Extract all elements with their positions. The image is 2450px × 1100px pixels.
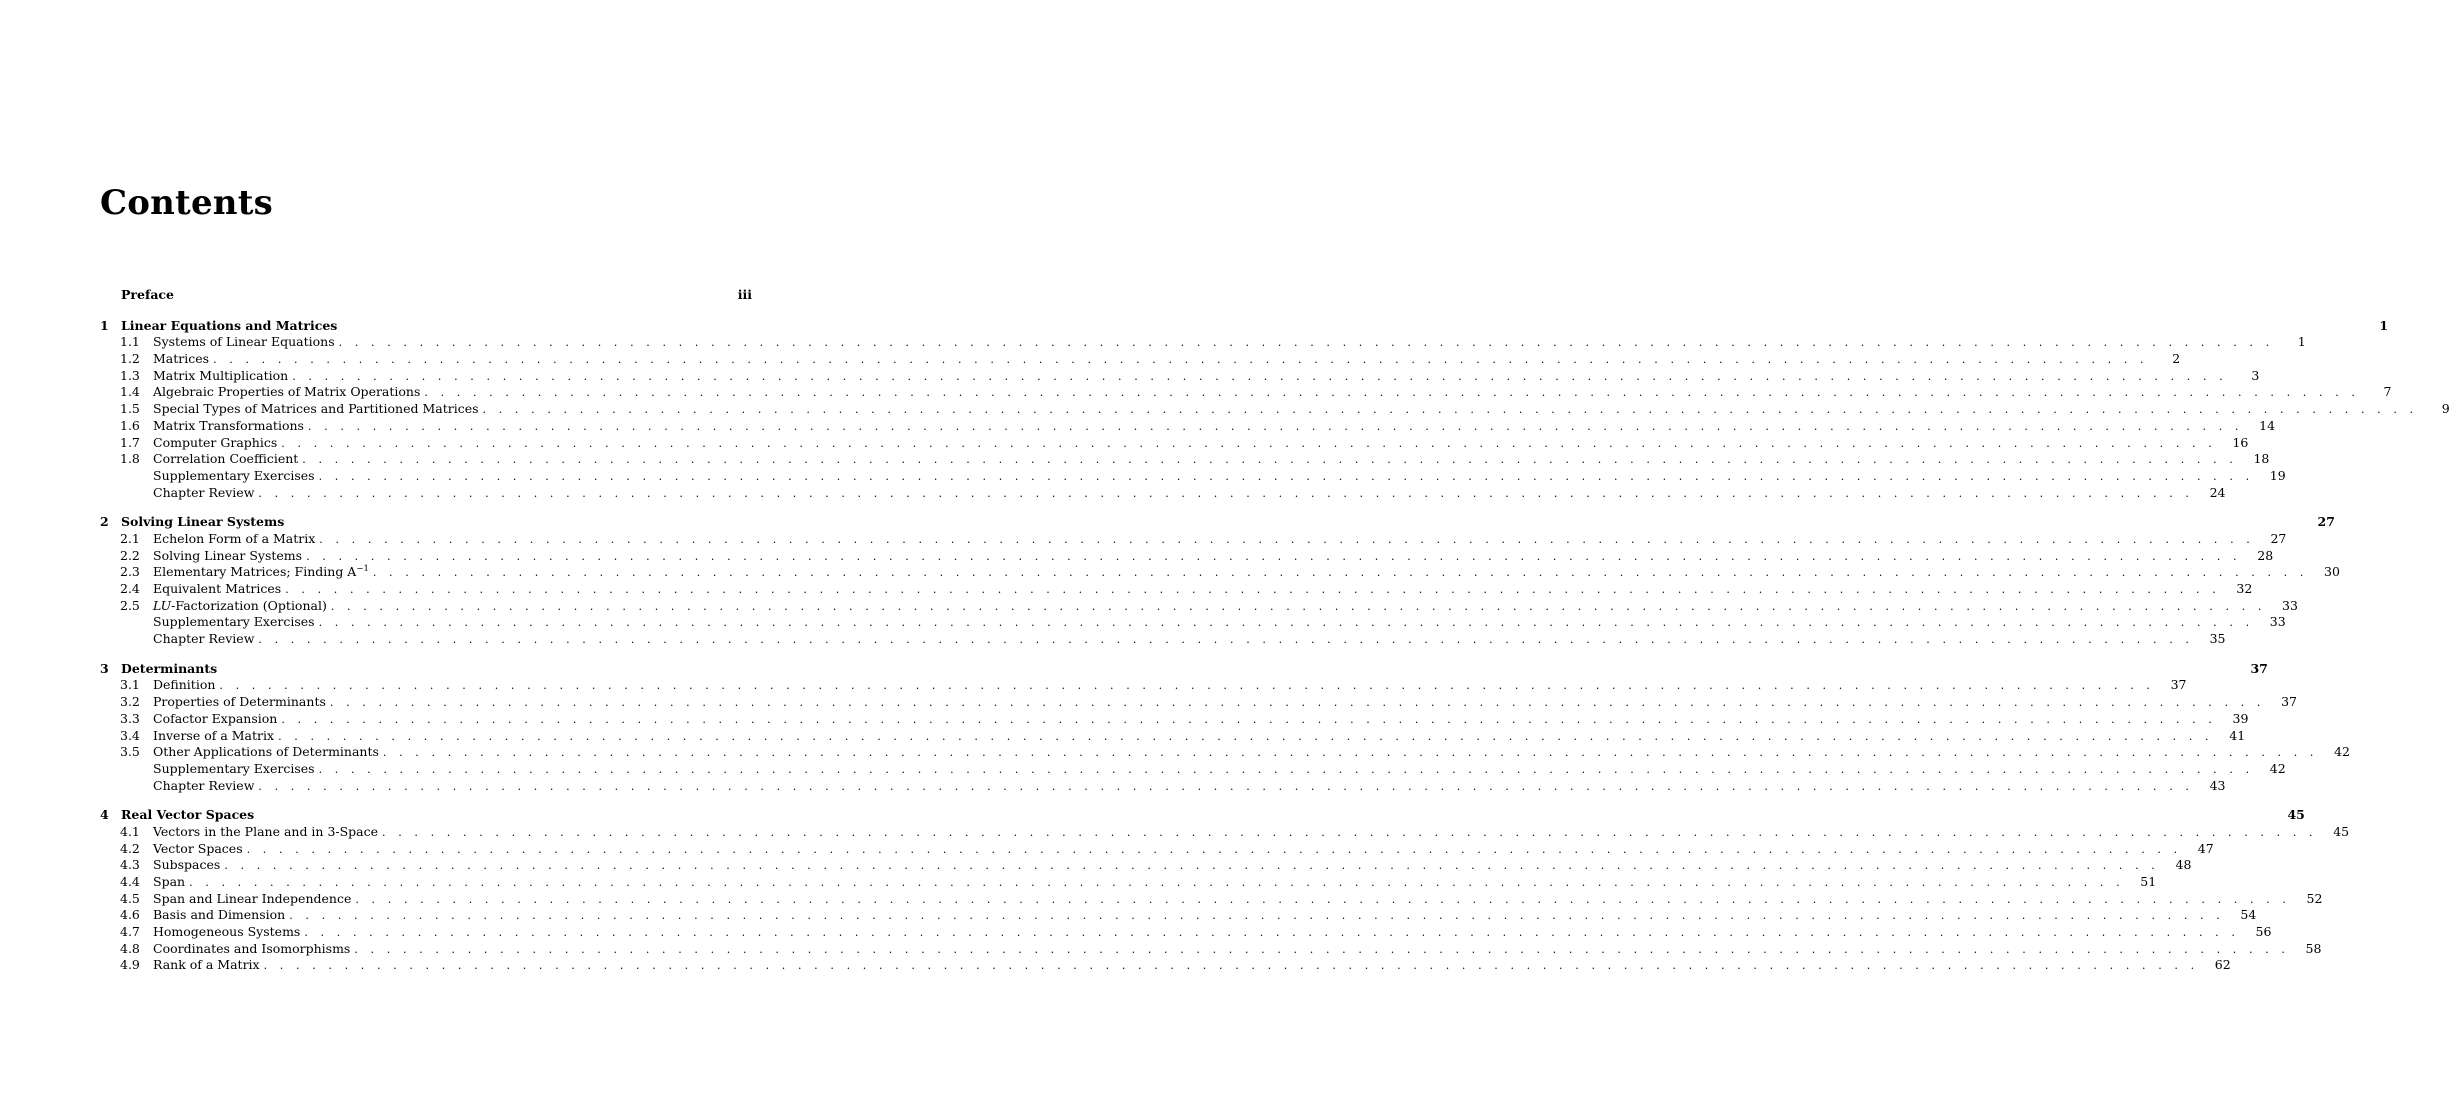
section-page: 14 bbox=[2259, 417, 2276, 433]
section-page: 28 bbox=[2257, 547, 2274, 563]
section-number: 3.4 bbox=[120, 727, 140, 743]
section-number: 4.3 bbox=[120, 857, 140, 873]
title-text: Correlation Coefficient bbox=[153, 451, 299, 467]
section-page: 58 bbox=[2305, 940, 2322, 956]
section-number: 1.6 bbox=[120, 417, 140, 433]
dot-leader: . . . . . . . . . . . . . . . . . . . . . . . . . . . . . . . . . . . . . . . . . . . . . . . . . . . . . . . . . . . . . . . . . . . . . . . . . . . . . . . . . . . . . . . . . . . . . . . . . . . . . . . . . . . . . . . . . . . . . . . . bbox=[304, 926, 2240, 940]
section-title bbox=[153, 435, 281, 452]
toc-chapter-entry[interactable] bbox=[100, 317, 2389, 335]
chapter-page: 45 bbox=[2287, 807, 2305, 823]
dot-leader: . . . . . . . . . . . . . . . . . . . . . . . . . . . . . . . . . . . . . . . . . . . . . . . . . . . . . . . . . . . . . . . . . . . . . . . . . . . . . . . . . . . . . . . . . . . . . . . . . . . . . . . . . . . . . . . . . . . . . . . . bbox=[318, 469, 2254, 483]
dot-leader: . . . . . . . . . . . . . . . . . . . . . . . . . . . . . . . . . . . . . . . . . . . . . . . . . . . . . . . . . . . . . . . . . . . . . . . . . . . . . . . . . . . . . . . . . . . . . . . . . . . . . . . . . . . . . . . . . . . . . . . . bbox=[329, 696, 2265, 710]
section-page: 16 bbox=[2232, 434, 2249, 450]
section-page: 48 bbox=[2175, 857, 2192, 873]
title-text: Matrices bbox=[153, 351, 210, 367]
section-title bbox=[153, 468, 319, 485]
dot-leader: . . . . . . . . . . . . . . . . . . . . . . . . . . . . . . . . . . . . . . . . . . . . . . . . . . . . . . . . . . . . . . . . . . . . . . . . . . . . . . . . . . . . . . . . . . . . . . . . . . . . . . . . . . . . . . . . . . . . . . . . bbox=[285, 583, 2221, 596]
title-text: Supplementary Exercises bbox=[153, 467, 315, 483]
title-text: Span and Linear Independence bbox=[153, 890, 352, 906]
title-superscript: −1 bbox=[356, 564, 369, 575]
section-number: 4.1 bbox=[120, 823, 140, 839]
toc-section-entry[interactable] bbox=[100, 777, 2226, 795]
chapter-number: 2 bbox=[100, 514, 109, 530]
chapter-title bbox=[121, 661, 221, 678]
section-page: 30 bbox=[2324, 564, 2340, 580]
dot-leader: . . . . . . . . . . . . . . . . . . . . . . . . . . . . . . . . . . . . . . . . . . . . . . . . . . . . . . . . . . . . . . . . . . . . . . . . . . . . . . . . . . . . . . . . . . . . . . . . . . . . . . . . . . . . . . . . . . . . . . . . bbox=[338, 336, 2274, 350]
section-number: 2.3 bbox=[120, 564, 140, 580]
title-text: Definition bbox=[153, 677, 216, 693]
dot-leader: . . . . . . . . . . . . . . . . . . . . . . . . . . . . . . . . . . . . . . . . . . . . . . . . . . . . . . . . . . . . . . . . . . . . . . . . . . . . . . . . . . . . . . . . . . . . . . . . . . . . . . . . . . . . . . . . . . . . . . . . bbox=[330, 599, 2266, 613]
section-title bbox=[153, 728, 278, 745]
title-text: Chapter Review bbox=[153, 631, 255, 647]
dot-leader: . . . . . . . . . . . . . . . . . . . . . . . . . . . . . . . . . . . . . . . . . . . . . . . . . . . . . . . . . . . . . . . . . . . . . . . . . . . . . . . . . . . . . . . . . . . . . . . . . . . . . . . . . . . . . . . . . . . . . . . . bbox=[292, 369, 2228, 383]
dot-leader: . . . . . . . . . . . . . . . . . . . . . . . . . . . . . . . . . . . . . . . . . . . . . . . . . . . . . . . . . . . . . . . . . . . . . . . . . . . . . . . . . . . . . . . . . . . . . . . . . . . . . . . . . . . . . . . . . . . . . . . . bbox=[289, 909, 2225, 923]
title-text: Special Types of Matrices and Partitioned Matrices bbox=[153, 401, 479, 417]
chapter-title bbox=[121, 514, 288, 531]
title-text: Equivalent Matrices bbox=[153, 581, 282, 596]
section-page: 43 bbox=[2209, 777, 2226, 793]
section-title bbox=[153, 418, 308, 435]
dot-leader: . . . . . . . . . . . . . . . . . . . . . . . . . . . . . . . . . . . . . . . . . . . . . . . . . . . . . . . . . . . . . . . . . . . . . . . . . . . . . . . . . . . . . . . . . . . . . . . . . . . . . . . . . . . . . . . . . . . . . . . . bbox=[318, 762, 2254, 776]
toc-section-entry[interactable] bbox=[100, 874, 2157, 891]
dot-leader: . . . . . . . . . . . . . . . . . . . . . . . . . . . . . . . . . . . . . . . . . . . . . . . . . . . . . . . . . . . . . . . . . . . . . . . . . . . . . . . . . . . . . . . . . . . . . . . . . . . . . . . . . . . . . . . . . . . . . . . . bbox=[354, 942, 2290, 956]
toc-section-entry[interactable] bbox=[100, 840, 2214, 858]
toc-section-entry[interactable] bbox=[100, 924, 2272, 941]
section-title bbox=[153, 351, 213, 368]
title-text: Solving Linear Systems bbox=[121, 514, 285, 530]
dot-leader: . . . . . . . . . . . . . . . . . . . . . . . . . . . . . . . . . . . . . . . . . . . . . . . . . . . . . . . . . . . . . . . . . . . . . . . . . . . . . . . . . . . . . . . . . . . . . . . . . . . . . . . . . . . . . . . . . . . . . . . . bbox=[281, 436, 2217, 450]
title-text: Echelon Form of a Matrix bbox=[153, 530, 316, 546]
section-number: 4.4 bbox=[120, 874, 140, 889]
table-of-contents bbox=[100, 287, 2450, 974]
section-title bbox=[153, 581, 285, 598]
title-text: Matrix Multiplication bbox=[153, 367, 289, 383]
section-title bbox=[153, 694, 330, 711]
section-title bbox=[153, 334, 339, 351]
dot-leader: . . . . . . . . . . . . . . . . . . . . . . . . . . . . . . . . . . . . . . . . . . . . . . . . . . . . . . . . . . . . . . . . . . . . . . . . . . . . . . . . . . . . . . . . . . . . . . . . . . . . . . . . . . . . . . . . . . . . . . . . bbox=[224, 859, 2160, 873]
chapter-title bbox=[121, 318, 341, 335]
section-number: 1.7 bbox=[120, 434, 140, 450]
title-text: Cofactor Expansion bbox=[153, 710, 278, 726]
section-page: 37 bbox=[2281, 694, 2297, 710]
toc-section-entry[interactable] bbox=[100, 857, 2192, 874]
title-text: Chapter Review bbox=[153, 777, 255, 793]
section-title bbox=[153, 941, 354, 958]
toc-section-entry[interactable] bbox=[100, 530, 2287, 548]
chapter-title bbox=[121, 807, 258, 824]
title-text: Supplementary Exercises bbox=[153, 614, 315, 630]
chapter-page: 37 bbox=[2250, 660, 2268, 676]
section-number: 1.8 bbox=[120, 451, 140, 467]
dot-leader: . . . . . . . . . . . . . . . . . . . . . . . . . . . . . . . . . . . . . . . . . . . . . . . . . . . . . . . . . . . . . . . . . . . . . . . . . . . . . . . . . . . . . . . . . . . . . . . . . . . . . . . . . . . . . . . . . . . . . . . . bbox=[307, 419, 2244, 433]
section-page: 18 bbox=[2253, 451, 2270, 467]
toc-entry-title: Preface bbox=[121, 287, 174, 302]
section-page: 42 bbox=[2334, 744, 2351, 760]
toc-section-entry[interactable] bbox=[100, 694, 2297, 711]
dot-leader: . . . . . . . . . . . . . . . . . . . . . . . . . . . . . . . . . . . . . . . . . . . . . . . . . . . . . . . . . . . . . . . . . . . . . . . . . . . . . . . . . . . . . . . . . . . . . . . . . . . . . . . . . . . . . . . . . . . . . . . . bbox=[482, 403, 2418, 417]
chapter-page: 27 bbox=[2317, 514, 2335, 530]
section-page: 19 bbox=[2269, 467, 2286, 483]
toc-chapter-entry[interactable] bbox=[100, 514, 2335, 531]
section-number: 3.3 bbox=[120, 710, 140, 726]
toc-section-entry[interactable] bbox=[100, 907, 2257, 924]
dot-leader: . . . . . . . . . . . . . . . . . . . . . . . . . . . . . . . . . . . . . . . . . . . . . . . . . . . . . . . . . . . . . . . . . . . . . . . . . . . . . . . . . . . . . . . . . . . . . . . . . . . . . . . . . . . . . . . . . . . . . . . . bbox=[219, 679, 2155, 693]
toc-section-entry[interactable] bbox=[100, 677, 2187, 694]
section-page: 7 bbox=[2383, 384, 2392, 400]
section-page: 39 bbox=[2232, 710, 2249, 726]
section-page: 9 bbox=[2441, 401, 2450, 417]
toc-chapter-entry[interactable] bbox=[100, 807, 2305, 824]
section-number: 1.5 bbox=[120, 401, 140, 417]
section-number: 4.9 bbox=[120, 957, 140, 973]
dot-leader: . . . . . . . . . . . . . . . . . . . . . . . . . . . . . . . . . . . . . . . . . . . . . . . . . . . . . . . . . . . . . . . . . . . . . . . . . . . . . . . . . . . . . . . . . . . . . . . . . . . . . . . . . . . . . . . . . . . . . . . . bbox=[189, 876, 2125, 889]
toc-section-entry[interactable] bbox=[100, 597, 2298, 615]
dot-leader: . . . . . . . . . . . . . . . . . . . . . . . . . . . . . . . . . . . . . . . . . . . . . . . . . . . . . . . . . . . . . . . . . . . . . . . . . . . . . . . . . . . . . . . . . . . . . . . . . . . . . . . . . . . . . . . . . . . . . . . . bbox=[306, 549, 2242, 563]
section-title bbox=[153, 451, 302, 468]
section-number: 4.5 bbox=[120, 890, 140, 906]
toc-section-entry[interactable] bbox=[100, 890, 2323, 908]
toc-section-entry[interactable] bbox=[100, 401, 2450, 418]
title-text: Basis and Dimension bbox=[153, 907, 286, 923]
toc-section-entry[interactable] bbox=[100, 581, 2253, 598]
section-page: 1 bbox=[2297, 334, 2306, 350]
chapter-number: 3 bbox=[100, 660, 109, 676]
section-title bbox=[153, 548, 306, 565]
dot-leader: . . . . . . . . . . . . . . . . . . . . . . . . . . . . . . . . . . . . . . . . . . . . . . . . . . . . . . . . . . . . . . . . . . . . . . . . . . . . . . . . . . . . . . . . . . . . . . . . . . . . . . . . . . . . . . . . . . . . . . . . bbox=[424, 386, 2360, 400]
section-page: 62 bbox=[2214, 957, 2231, 973]
section-title bbox=[153, 744, 383, 761]
dot-leader: . . . . . . . . . . . . . . . . . . . . . . . . . . . . . . . . . . . . . . . . . . . . . . . . . . . . . . . . . . . . . . . . . . . . . . . . . . . . . . . . . . . . . . . . . . . . . . . . . . . . . . . . . . . . . . . . . . . . . . . . bbox=[382, 825, 2318, 839]
dot-leader: . . . . . . . . . . . . . . . . . . . . . . . . . . . . . . . . . . . . . . . . . . . . . . . . . . . . . . . . . . . . . . . . . . . . . . . . . . . . . . . . . . . . . . . . . . . . . . . . . . . . . . . . . . . . . . . . . . . . . . . . bbox=[318, 616, 2254, 630]
section-title bbox=[153, 485, 258, 502]
toc-entry-page: iii bbox=[737, 287, 752, 302]
toc-section-entry[interactable] bbox=[100, 367, 2260, 385]
title-text: Systems of Linear Equations bbox=[153, 334, 335, 350]
section-page: 41 bbox=[2229, 727, 2246, 743]
section-page: 47 bbox=[2197, 840, 2214, 856]
title-text: Computer Graphics bbox=[153, 434, 278, 450]
toc-section-entry[interactable] bbox=[100, 614, 2286, 631]
section-title bbox=[153, 957, 264, 974]
section-title bbox=[153, 778, 258, 795]
section-page: 33 bbox=[2282, 597, 2298, 613]
title-text: Real Vector Spaces bbox=[121, 807, 255, 823]
section-title bbox=[153, 891, 355, 908]
section-number: 3.1 bbox=[120, 677, 140, 693]
section-title bbox=[153, 907, 289, 924]
section-number: 4.6 bbox=[120, 907, 140, 923]
toc-section-entry[interactable] bbox=[100, 760, 2286, 778]
title-text: Inverse of a Matrix bbox=[153, 727, 275, 743]
title-text: Elementary Matrices; Finding A bbox=[153, 564, 357, 580]
section-page: 42 bbox=[2269, 760, 2286, 776]
title-text: Vectors in the Plane and in 3-Space bbox=[153, 823, 379, 839]
section-title bbox=[153, 564, 373, 581]
dot-leader: . . . . . . . . . . . . . . . . . . . . . . . . . . . . . . . . . . . . . . . . . . . . . . . . . . . . . . . . . . . . . . . . . . . . . . . . . . . . . . . . . . . . . . . . . . . . . . . . . . . . . . . . . . . . . . . . . . . . . . . . bbox=[382, 746, 2319, 760]
toc-section-entry[interactable] bbox=[100, 957, 2231, 974]
title-text: Subspaces bbox=[153, 857, 221, 873]
title-text: Homogeneous Systems bbox=[153, 924, 301, 940]
section-page: 32 bbox=[2236, 581, 2253, 596]
toc-section-entry[interactable] bbox=[100, 417, 2276, 435]
toc-section-entry[interactable] bbox=[100, 710, 2249, 728]
section-title bbox=[153, 761, 319, 778]
section-title bbox=[153, 874, 189, 891]
section-page: 3 bbox=[2251, 367, 2260, 383]
title-text: Vector Spaces bbox=[153, 840, 243, 856]
section-title bbox=[153, 841, 247, 858]
dot-leader: . . . . . . . . . . . . . . . . . . . . . . . . . . . . . . . . . . . . . . . . . . . . . . . . . . . . . . . . . . . . . . . . . . . . . . . . . . . . . . . . . . . . . . . . . . . . . . . . . . . . . . . . . . . . . . . . . . . . . . . . bbox=[319, 532, 2255, 546]
title-text: Supplementary Exercises bbox=[153, 760, 315, 776]
section-title bbox=[153, 857, 224, 874]
section-page: 54 bbox=[2240, 907, 2257, 923]
section-number: 1.4 bbox=[120, 384, 140, 400]
title-text: Coordinates and Isomorphisms bbox=[153, 940, 351, 956]
section-title bbox=[153, 614, 319, 631]
chapter-number: 1 bbox=[100, 317, 109, 333]
section-number: 3.2 bbox=[120, 694, 140, 710]
section-number: 2.1 bbox=[120, 530, 140, 546]
section-page: 24 bbox=[2209, 484, 2226, 500]
toc-section-entry[interactable] bbox=[100, 467, 2286, 485]
section-title bbox=[153, 677, 219, 694]
page-title: Contents bbox=[100, 183, 273, 223]
section-number: 1.2 bbox=[120, 351, 140, 367]
section-title bbox=[153, 384, 424, 401]
toc-section-entry[interactable] bbox=[100, 744, 2351, 761]
dot-leader: . . . . . . . . . . . . . . . . . . . . . . . . . . . . . . . . . . . . . . . . . . . . . . . . . . . . . . . . . . . . . . . . . . . . . . . . . . . . . . . . . . . . . . . . . . . . . . . . . . . . . . . . . . . . . . . . . . . . . . . . bbox=[258, 633, 2194, 647]
dot-leader: . . . . . . . . . . . . . . . . . . . . . . . . . . . . . . . . . . . . . . . . . . . . . . . . . . . . . . . . . . . . . . . . . . . . . . . . . . . . . . . . . . . . . . . . . . . . . . . . . . . . . . . . . . . . . . . . . . . . . . . . bbox=[213, 353, 2149, 367]
title-text: Chapter Review bbox=[153, 484, 255, 500]
section-title bbox=[153, 368, 292, 385]
toc-entry-preface[interactable] bbox=[100, 287, 752, 304]
toc-section-entry[interactable] bbox=[100, 940, 2322, 958]
section-page: 51 bbox=[2140, 874, 2157, 889]
section-title bbox=[153, 401, 483, 418]
section-number: 4.8 bbox=[120, 940, 140, 956]
toc-section-entry[interactable] bbox=[100, 823, 2350, 841]
toc-section-entry[interactable] bbox=[100, 384, 2392, 401]
section-page: 33 bbox=[2269, 614, 2286, 630]
toc-section-entry[interactable] bbox=[100, 727, 2246, 745]
dot-leader: . . . . . . . . . . . . . . . . . . . . . . . . . . . . . . . . . . . . . . . . . . . . . . . . . . . . . . . . . . . . . . . . . . . . . . . . . . . . . . . . . . . . . . . . . . . . . . . . . . . . . . . . . . . . . . . . . . . . . . . . bbox=[372, 566, 2308, 580]
dot-leader: . . . . . . . . . . . . . . . . . . . . . . . . . . . . . . . . . . . . . . . . . . . . . . . . . . . . . . . . . . . . . . . . . . . . . . . . . . . . . . . . . . . . . . . . . . . . . . . . . . . . . . . . . . . . . . . . . . . . . . . . bbox=[246, 842, 2182, 856]
title-text: -Factorization (Optional) bbox=[171, 597, 327, 613]
title-text: Algebraic Properties of Matrix Operations bbox=[153, 384, 421, 400]
section-page: 45 bbox=[2333, 823, 2350, 839]
section-number: 2.4 bbox=[120, 581, 140, 596]
section-number: 2.2 bbox=[120, 547, 140, 563]
chapter-number: 4 bbox=[100, 807, 109, 823]
section-title bbox=[153, 531, 319, 548]
toc-section-entry[interactable] bbox=[100, 434, 2249, 452]
section-page: 35 bbox=[2209, 631, 2226, 647]
section-title bbox=[153, 924, 304, 941]
toc-section-entry[interactable] bbox=[100, 451, 2270, 468]
toc-chapter-entry[interactable] bbox=[100, 660, 2268, 678]
title-text: Solving Linear Systems bbox=[153, 547, 303, 563]
dot-leader: . . . . . . . . . . . . . . . . . . . . . . . . . . . . . . . . . . . . . . . . . . . . . . . . . . . . . . . . . . . . . . . . . . . . . . . . . . . . . . . . . . . . . . . . . . . . . . . . . . . . . . . . . . . . . . . . . . . . . . . . bbox=[355, 892, 2291, 906]
toc-section-entry[interactable] bbox=[100, 484, 2226, 502]
section-page: 2 bbox=[2172, 351, 2181, 367]
toc-section-entry[interactable] bbox=[100, 631, 2226, 648]
dot-leader: . . . . . . . . . . . . . . . . . . . . . . . . . . . . . . . . . . . . . . . . . . . . . . . . . . . . . . . . . . . . . . . . . . . . . . . . . . . . . . . . . . . . . . . . . . . . . . . . . . . . . . . . . . . . . . . . . . . . . . . . bbox=[302, 453, 2238, 467]
title-text: Rank of a Matrix bbox=[153, 957, 260, 973]
section-page: 56 bbox=[2255, 924, 2272, 940]
toc-section-entry[interactable] bbox=[100, 547, 2274, 565]
section-title bbox=[153, 598, 331, 615]
title-text: Span bbox=[153, 874, 186, 889]
section-number: 2.5 bbox=[120, 597, 140, 613]
title-text: Matrix Transformations bbox=[153, 417, 304, 433]
section-title bbox=[153, 824, 382, 841]
dot-leader: . . . . . . . . . . . . . . . . . . . . . . . . . . . . . . . . . . . . . . . . . . . . . . . . . . . . . . . . . . . . . . . . . . . . . . . . . . . . . . . . . . . . . . . . . . . . . . . . . . . . . . . . . . . . . . . . . . . . . . . . bbox=[278, 729, 2214, 743]
dot-leader: . . . . . . . . . . . . . . . . . . . . . . . . . . . . . . . . . . . . . . . . . . . . . . . . . . . . . . . . . . . . . . . . . . . . . . . . . . . . . . . . . . . . . . . . . . . . . . . . . . . . . . . . . . . . . . . . . . . . . . . . bbox=[263, 959, 2199, 973]
title-italic-part: LU bbox=[153, 597, 172, 613]
section-page: 37 bbox=[2170, 677, 2187, 693]
section-page: 52 bbox=[2306, 890, 2323, 906]
section-number: 3.5 bbox=[120, 744, 140, 760]
chapter-page: 1 bbox=[2379, 317, 2389, 333]
section-number: 4.2 bbox=[120, 840, 140, 856]
dot-leader: . . . . . . . . . . . . . . . . . . . . . . . . . . . . . . . . . . . . . . . . . . . . . . . . . . . . . . . . . . . . . . . . . . . . . . . . . . . . . . . . . . . . . . . . . . . . . . . . . . . . . . . . . . . . . . . . . . . . . . . . bbox=[258, 779, 2194, 793]
toc-section-entry[interactable] bbox=[100, 564, 2340, 581]
toc-section-entry[interactable] bbox=[100, 334, 2306, 351]
section-number: 1.3 bbox=[120, 367, 140, 383]
section-number: 4.7 bbox=[120, 924, 140, 940]
dot-leader: . . . . . . . . . . . . . . . . . . . . . . . . . . . . . . . . . . . . . . . . . . . . . . . . . . . . . . . . . . . . . . . . . . . . . . . . . . . . . . . . . . . . . . . . . . . . . . . . . . . . . . . . . . . . . . . . . . . . . . . . bbox=[281, 712, 2217, 726]
title-text: Other Applications of Determinants bbox=[153, 744, 379, 760]
section-title bbox=[153, 631, 258, 648]
title-text: Determinants bbox=[121, 660, 218, 676]
title-text: Linear Equations and Matrices bbox=[121, 317, 338, 333]
section-page: 27 bbox=[2270, 530, 2287, 546]
section-title bbox=[153, 711, 281, 728]
toc-section-entry[interactable] bbox=[100, 351, 2181, 368]
dot-leader: . . . . . . . . . . . . . . . . . . . . . . . . . . . . . . . . . . . . . . . . . . . . . . . . . . . . . . . . . . . . . . . . . . . . . . . . . . . . . . . . . . . . . . . . . . . . . . . . . . . . . . . . . . . . . . . . . . . . . . . . bbox=[258, 486, 2194, 500]
title-text: Properties of Determinants bbox=[153, 694, 326, 710]
section-number: 1.1 bbox=[120, 334, 140, 350]
